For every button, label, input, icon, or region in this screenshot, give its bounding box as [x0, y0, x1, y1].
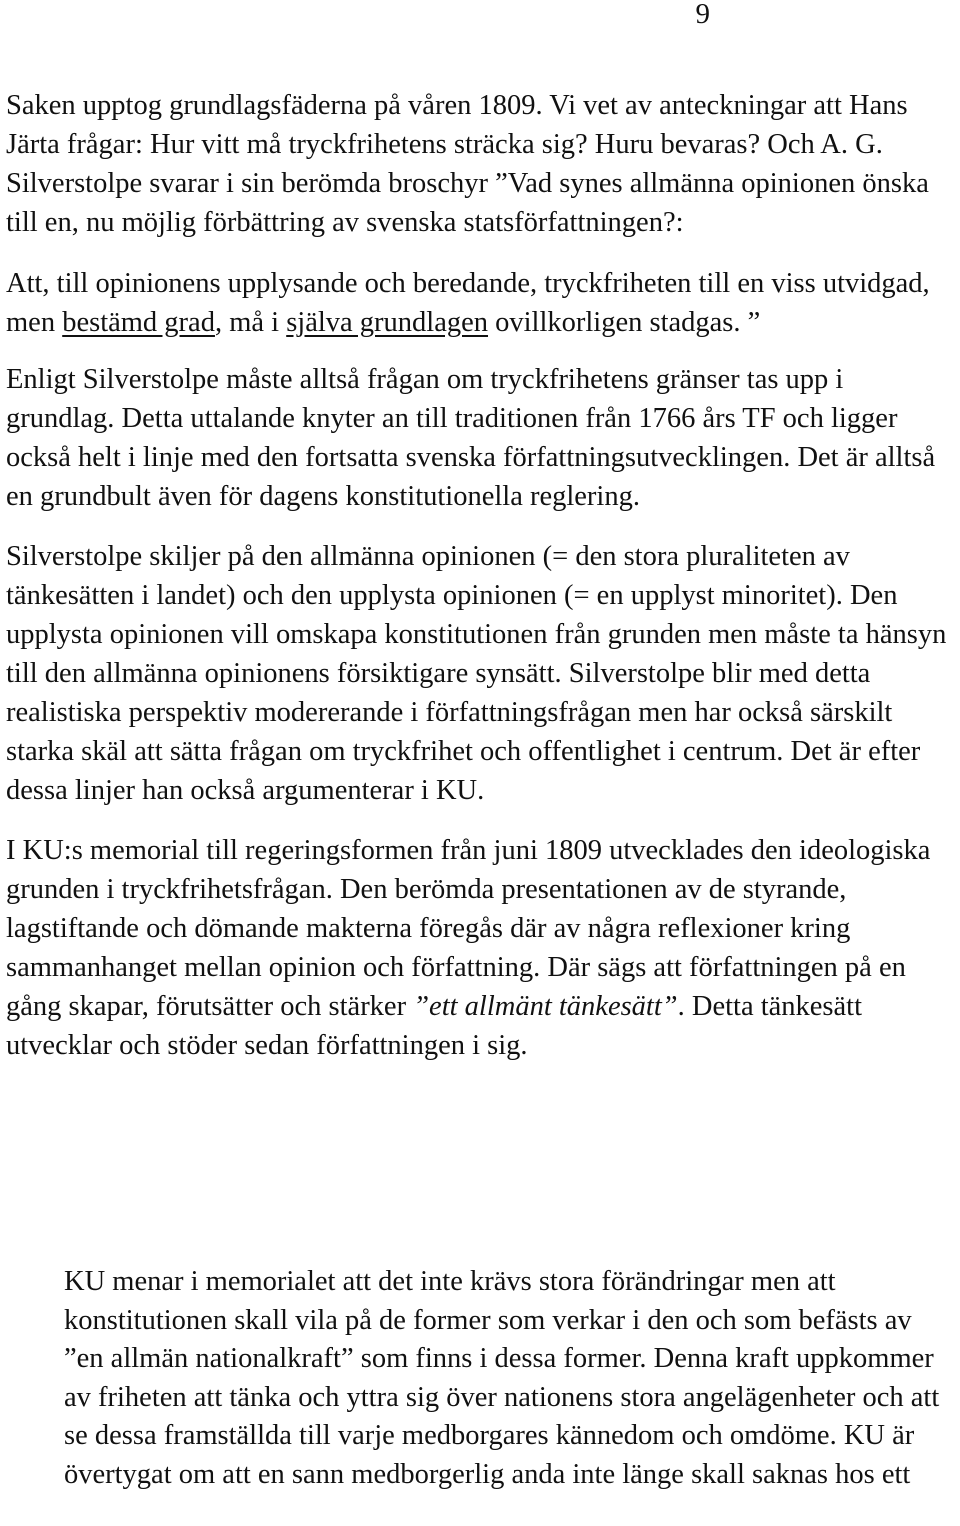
underlined-phrase-grundlagen: själva grundlagen — [286, 307, 489, 338]
page-number: 9 — [695, 0, 710, 30]
paragraph-nationalkraft: KU menar i memorialet att det inte krävs stora förändringar men att konstitutionen skall vila på de former som verkar i den och som befästs av ”en allmän nationalkraft” som finns i dessa former. Denna kraft uppkommer av friheten att tänka och yttra sig över nationens stora angelägenheter och att se dessa framställda till varje medborgares kännedom och omdöme. KU är övertygat om att en sann medborgerlig anda inte länge skall saknas hos ett — [64, 1266, 940, 1490]
paragraph-opinion: Silverstolpe skiljer på den allmänna opinionen (= den stora pluraliteten av tänkesätten i landet) och den upplysta opinionen (= en upplyst minoritet). Den upplysta opinionen vill omskapa konstitutionen från grunden men måste ta hänsyn till den allmänna opinionens försiktigare synsätt. Silverstolpe blir med detta realistiska perspektiv modererande i författningsfrågan men har också särskilt starka skäl att sätta frågan om tryckfrihet och offentlighet i centrum. Det är efter dessa linjer han också argumenterar i KU. — [6, 541, 947, 806]
paragraph-grundlag: Enligt Silverstolpe måste alltså frågan om tryckfrihetens gränser tas upp i grundlag. Detta uttalande knyter an till traditionen från 1766 års TF och ligger också helt i linje med den fortsatta svenska författningsutvecklingen. Det är alltså en grundbult även för dagens konstitutionella reglering. — [6, 364, 936, 512]
underlined-phrase-grad: bestämd grad — [62, 307, 215, 338]
memorial-text-start: I KU:s memorial till regeringsformen från juni 1809 utvecklades den ideologiska grunden i tryckfrihetsfrågan. Den berömda presentationen av de styrande, lagstiftande och dömande makterna föregås där av några reflexioner kring sammanhanget mellan opinion och författning. Där sägs att författningen på en gång skapar, förutsätter och stärker — [6, 835, 931, 1022]
paragraph-intro: Saken upptog grundlagsfäderna på våren 1809. Vi vet av anteckningar att Hans Järta frågar: Hur vitt må tryckfrihetens sträcka sig? Huru bevaras? Och A. G. Silverstolpe svarar i sin berömda broschyr ”Vad synes allmänna opinionen önska till en, nu möjlig förbättring av svenska statsförfattningen?: — [6, 90, 929, 238]
quote-text-end: ovillkorligen stadgas. ” — [488, 307, 761, 338]
quote-text-mid: , må i — [214, 307, 287, 338]
quote-text-start: Att, till opinionens upplysande och beredande, tryckfriheten till en viss utvidgad, men — [6, 268, 930, 338]
paragraph-silverstolpe-quote — [6, 264, 956, 342]
italic-phrase: ”ett allmänt tänkesätt” — [413, 991, 678, 1022]
main-text — [6, 86, 956, 1086]
memorial-text-end: . Detta tänkesätt utvecklar och stöder sedan författningen i sig. — [6, 991, 863, 1061]
paragraph-ku-memorial — [6, 831, 956, 1065]
indented-block — [64, 1263, 956, 1494]
